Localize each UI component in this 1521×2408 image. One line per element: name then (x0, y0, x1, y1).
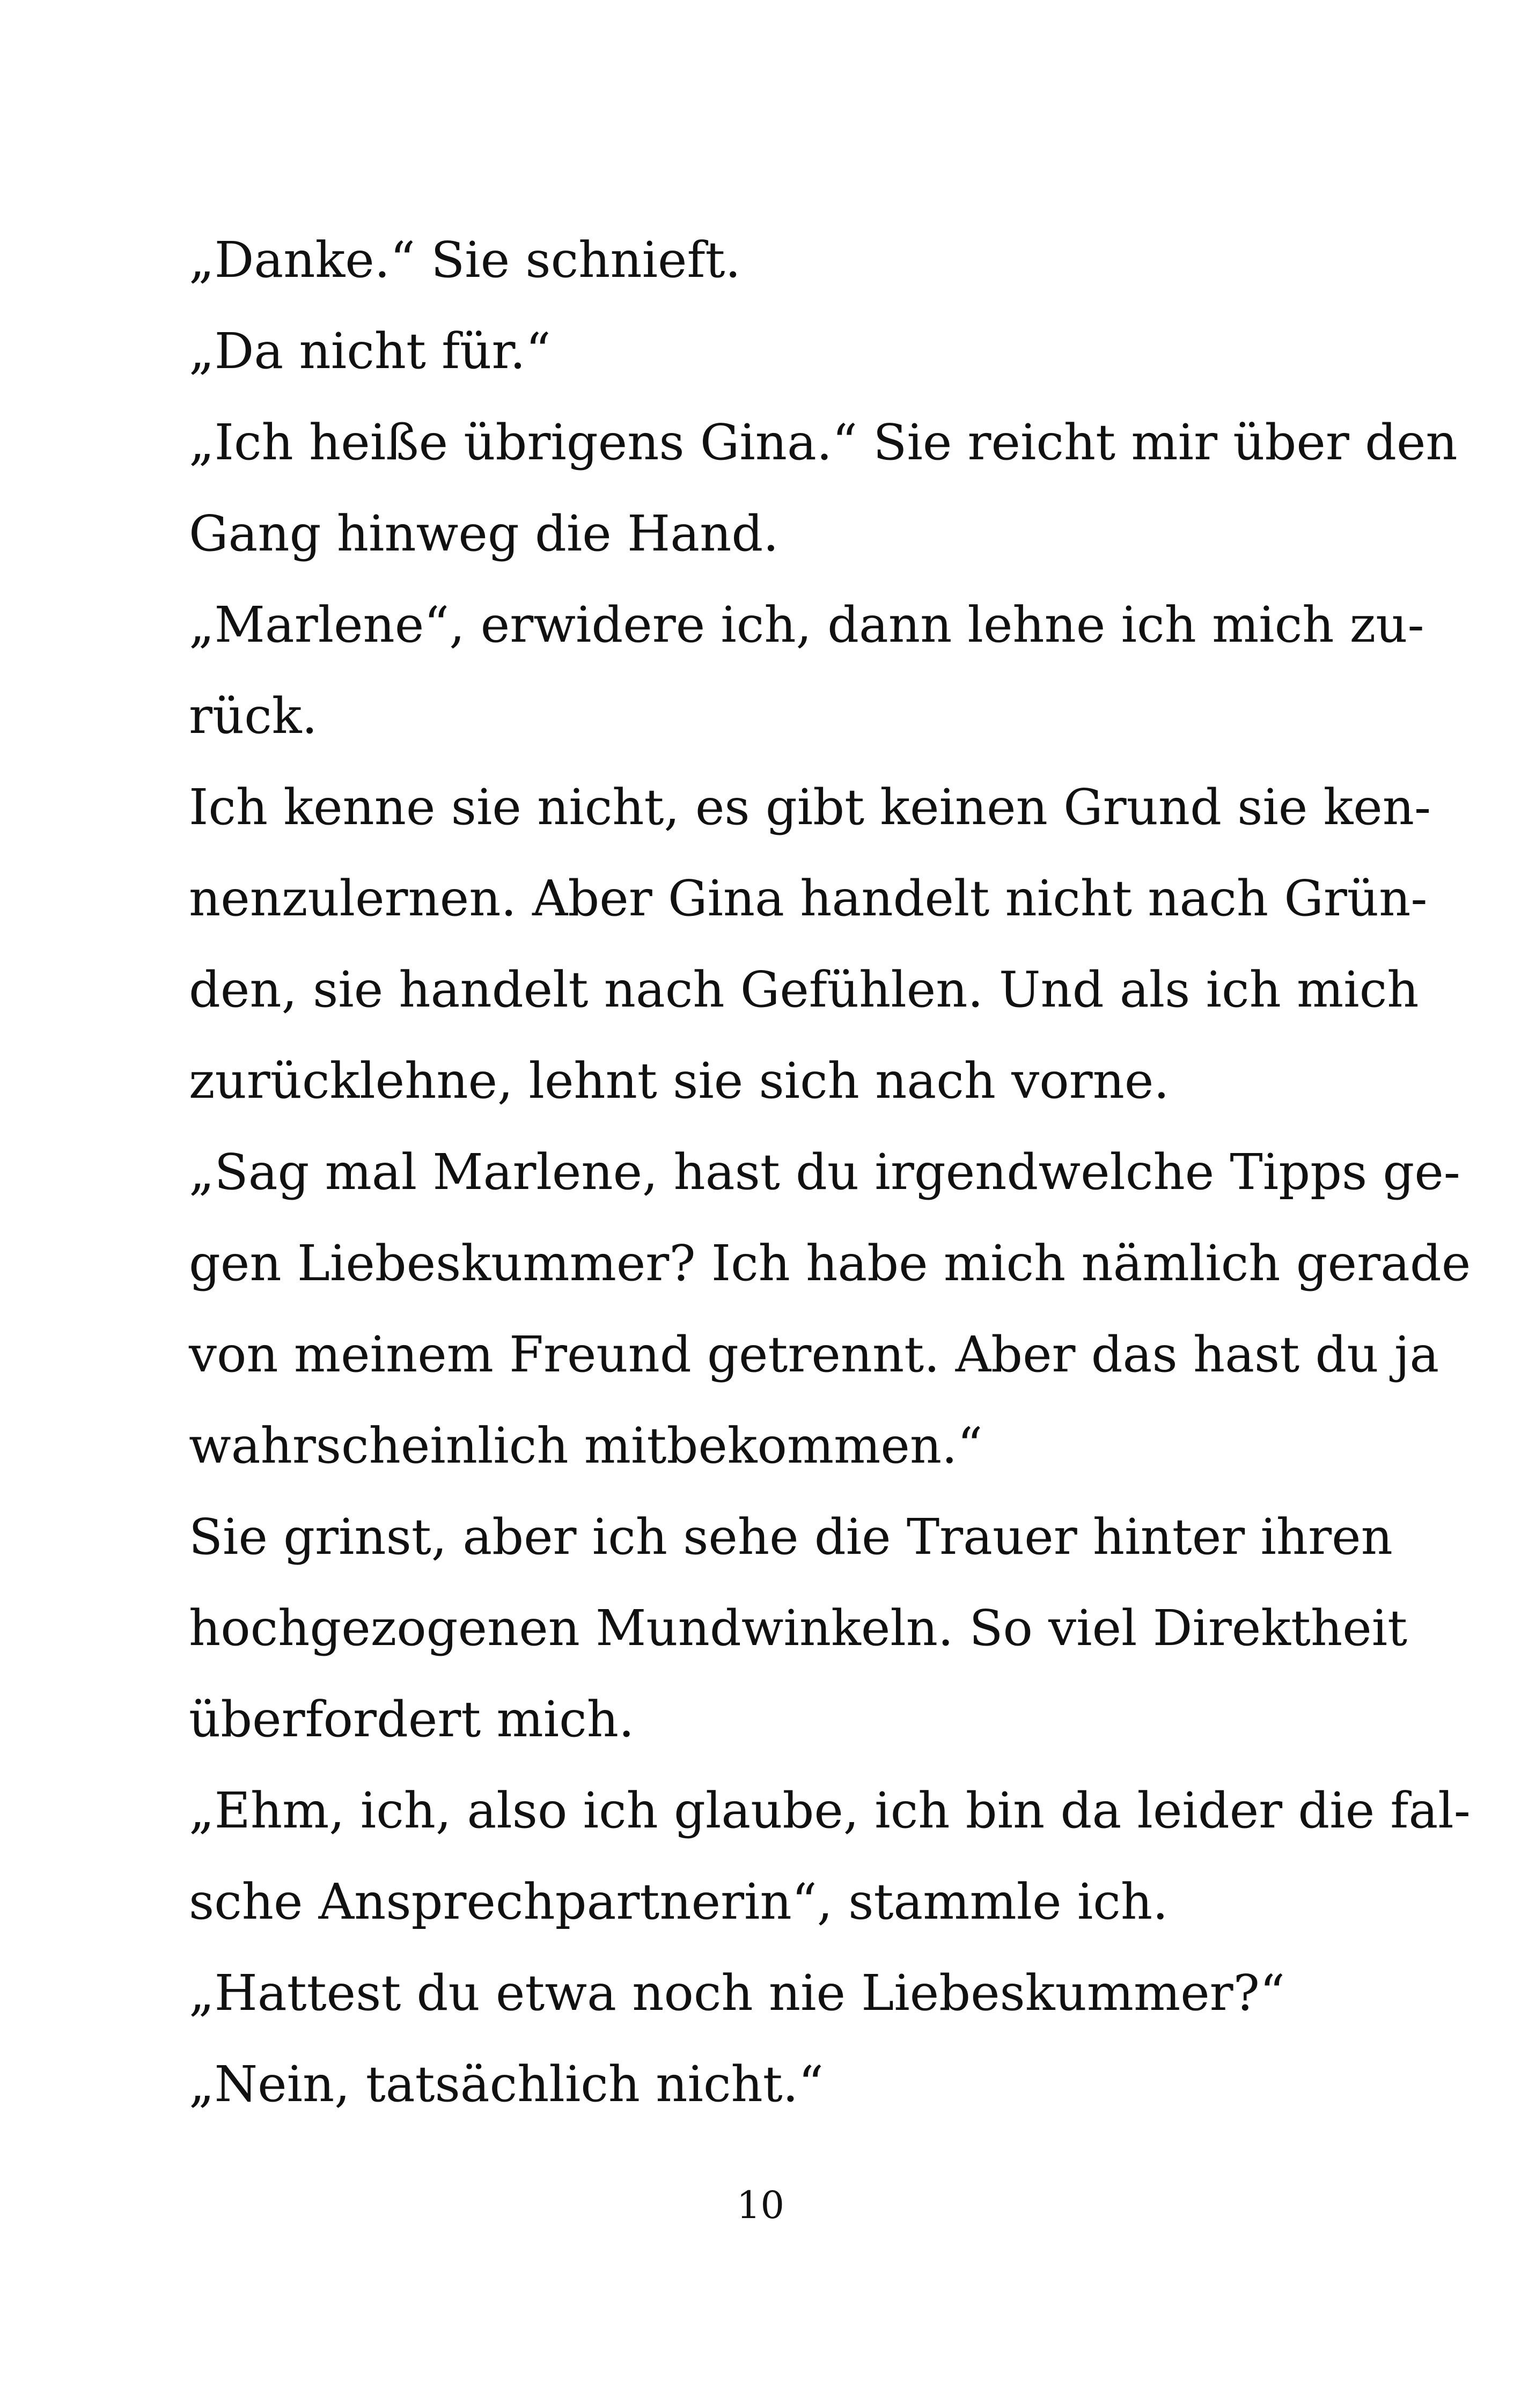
text-line: „Sag mal Marlene, hast du irgendwelche Tipps ge- (189, 1143, 1460, 1201)
text-line: „Da nicht für.“ (189, 322, 551, 380)
text-line: Sie grinst, aber ich sehe die Trauer hinter ihren (189, 1508, 1393, 1566)
text-line: überfordert mich. (189, 1691, 635, 1748)
page-number: 10 (736, 2183, 785, 2227)
text-line: den, sie handelt nach Gefühlen. Und als ich mich (189, 961, 1419, 1018)
text-line: „Danke.“ Sie schnieft. (189, 231, 741, 289)
text-line: sche Ansprechpartnerin“, stammle ich. (189, 1873, 1169, 1930)
text-line: von meinem Freund getrennt. Aber das hast du ja (189, 1326, 1439, 1383)
text-line: Ich kenne sie nicht, es gibt keinen Grund sie ken- (189, 779, 1431, 836)
body-text (189, 215, 1471, 2130)
text-line: zurücklehne, lehnt sie sich nach vorne. (189, 1052, 1170, 1110)
text-line: wahrscheinlich mitbekommen.“ (189, 1417, 983, 1474)
text-line: gen Liebeskummer? Ich habe mich nämlich gerade (189, 1235, 1471, 1292)
text-line: „Marlene“, erwidere ich, dann lehne ich mich zu- (189, 596, 1424, 654)
text-line: „Nein, tatsächlich nicht.“ (189, 2055, 824, 2113)
text-line: Gang hinweg die Hand. (189, 505, 779, 562)
text-line: hochgezogenen Mundwinkeln. So viel Direktheit (189, 1599, 1408, 1657)
text-line: „Ich heiße übrigens Gina.“ Sie reicht mir über den (189, 414, 1458, 471)
text-line: „Ehm, ich, also ich glaube, ich bin da leider die fal- (189, 1782, 1471, 1839)
text-line: „Hattest du etwa noch nie Liebeskummer?“ (189, 1964, 1285, 2022)
text-line: rück. (189, 687, 318, 745)
text-line: nenzulernen. Aber Gina handelt nicht nach Grün- (189, 870, 1428, 927)
